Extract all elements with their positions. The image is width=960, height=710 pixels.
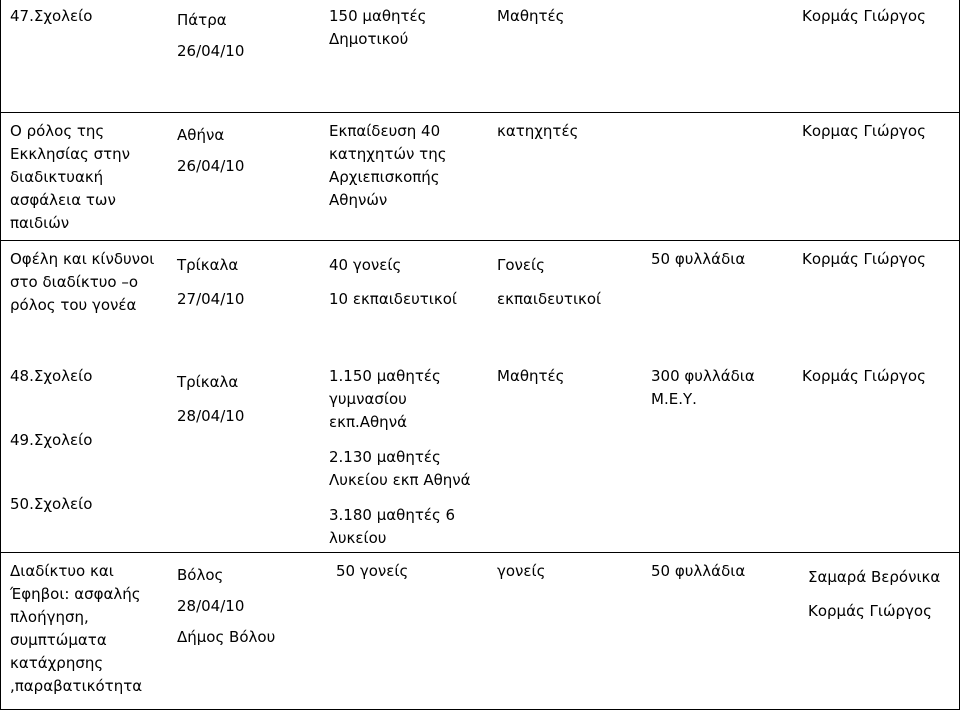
- table-cell-place-date: Αθήνα 26/04/10: [177, 126, 245, 175]
- table-cell-speaker: Κορμάς Γιώργος: [802, 250, 926, 268]
- table-cell-topic: Οφέλη και κίνδυνοι στο διαδίκτυο –ο ρόλος του γονέα: [10, 250, 155, 314]
- table-cell-speaker: Κορμάς Γιώργος: [802, 7, 926, 25]
- table-cell-speaker: Σαμαρά Βερόνικα Κορμάς Γιώργος: [808, 568, 941, 620]
- table-cell-place-date: Τρίκαλα 27/04/10: [177, 256, 245, 308]
- column-border: [0, 0, 1, 710]
- table-cell-audience: Γονείς εκπαιδευτικοί: [497, 256, 602, 308]
- row-border: [0, 552, 960, 553]
- table-cell-place-date: Πάτρα 26/04/10: [177, 11, 245, 60]
- table-cell-participants: 50 γονείς: [336, 562, 409, 580]
- table-cell-topic: Ο ρόλος της Εκκλησίας στην διαδικτυακή ασφάλεια των παιδιών: [10, 122, 131, 232]
- row-border: [0, 240, 960, 241]
- table-cell-audience: Μαθητές: [497, 7, 565, 25]
- table-cell-materials: 300 φυλλάδια Μ.Ε.Υ.: [651, 367, 755, 408]
- table-cell-materials: 50 φυλλάδια: [651, 562, 746, 580]
- table-cell-place-date: Τρίκαλα 28/04/10: [177, 373, 245, 425]
- table-cell-place-date: Βόλος 28/04/10 Δήμος Βόλου: [177, 566, 276, 646]
- table-cell-topic: 48.Σχολείο 49.Σχολείο 50.Σχολείο: [10, 367, 93, 513]
- table-cell-speaker: Κορμας Γιώργος: [802, 122, 926, 140]
- table-cell-materials: 50 φυλλάδια: [651, 250, 746, 268]
- table-cell-participants: 1.150 μαθητές γυμνασίου εκπ.Αθηνά 2.130 μαθητές Λυκείου εκπ Αθηνά 3.180 μαθητές 6 λυκείου: [329, 367, 471, 547]
- table-cell-participants: 40 γονείς 10 εκπαιδευτικοί: [329, 256, 457, 308]
- table-cell-audience: γονείς: [497, 562, 546, 580]
- table-cell-topic: Διαδίκτυο και Έφηβοι: ασφαλής πλοήγηση, συμπτώματα κατάχρησης ,παραβατικότητα: [10, 562, 143, 695]
- table-cell-participants: Εκπαίδευση 40 κατηχητών της Αρχιεπισκοπής Αθηνών: [329, 122, 447, 209]
- table-cell-participants: 150 μαθητές Δημοτικού: [329, 7, 427, 48]
- table-cell-speaker: Κορμάς Γιώργος: [802, 367, 926, 385]
- table-cell-audience: κατηχητές: [497, 122, 579, 140]
- table-cell-audience: Μαθητές: [497, 367, 565, 385]
- table-cell-topic: 47.Σχολείο: [10, 7, 93, 25]
- row-border: [0, 112, 960, 113]
